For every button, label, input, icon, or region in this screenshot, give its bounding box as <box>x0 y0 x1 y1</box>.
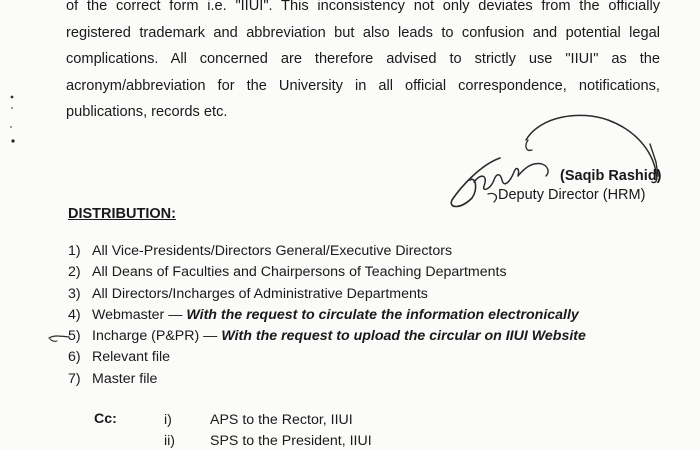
cc-item <box>164 430 372 450</box>
list-item-text: Master file <box>92 370 158 387</box>
list-item-text: All Directors/Incharges of Administrative Departments <box>92 285 428 302</box>
paragraph-line: of the correct form i.e. "IIUI". This inconsistency not only deviates from the officially <box>66 0 660 14</box>
list-item-text: All Deans of Faculties and Chairpersons of Teaching Departments <box>92 264 507 281</box>
cc-label: Cc: <box>94 411 117 427</box>
list-item <box>68 284 586 305</box>
list-item-number: 7) <box>68 370 81 387</box>
signatory-designation: Deputy Director (HRM) <box>498 187 646 203</box>
list-item <box>68 241 586 262</box>
margin-punch-marks <box>0 0 30 450</box>
body-paragraph <box>66 0 660 126</box>
list-item-number: 3) <box>68 285 81 302</box>
signatory-name: (Saqib Rashid) <box>560 168 662 184</box>
list-item <box>68 326 586 347</box>
list-item-text: Relevant file <box>92 349 171 366</box>
list-item <box>68 305 586 326</box>
paragraph-line: acronym/abbreviation for the University in all official correspondence, notifications, <box>66 77 660 94</box>
cc-item-text: APS to the Rector, IIUI <box>210 412 353 428</box>
list-item-number: 6) <box>68 349 81 366</box>
list-item-text: Webmaster — <box>92 306 187 323</box>
cc-item <box>164 409 353 431</box>
list-item <box>68 369 586 390</box>
handwritten-check-mark-icon <box>48 330 70 344</box>
margin-dots-icon <box>0 0 30 450</box>
list-item-number: 1) <box>68 243 81 259</box>
distribution-list <box>68 241 586 390</box>
list-item <box>68 262 586 283</box>
handwritten-signature-icon <box>430 110 680 220</box>
distribution-heading: DISTRIBUTION: <box>68 206 176 222</box>
list-item-note: With the request to upload the circular on IIUI Website <box>221 328 586 345</box>
list-item-text: All Vice-Presidents/Directors General/Executive Directors <box>92 243 453 259</box>
list-item-note: With the request to circulate the information electronically <box>186 306 579 323</box>
list-item-text: Incharge (P&PR) — <box>92 328 222 345</box>
cc-item-number: i) <box>164 412 172 428</box>
paragraph-line: complications. All concerned are therefore advised to strictly use "IIUI" as the <box>66 51 660 67</box>
cc-item-number: ii) <box>164 433 176 449</box>
signature-block <box>430 110 680 220</box>
cc-item-text: SPS to the President, IIUI <box>210 433 372 449</box>
list-item <box>68 347 586 368</box>
list-item-number: 5) <box>68 328 81 345</box>
list-item-number: 2) <box>68 264 81 281</box>
paragraph-line: registered trademark and abbreviation but also leads to confusion and potential legal <box>66 24 660 41</box>
paragraph-line: publications, records etc. <box>66 104 228 120</box>
list-item-number: 4) <box>68 306 81 323</box>
